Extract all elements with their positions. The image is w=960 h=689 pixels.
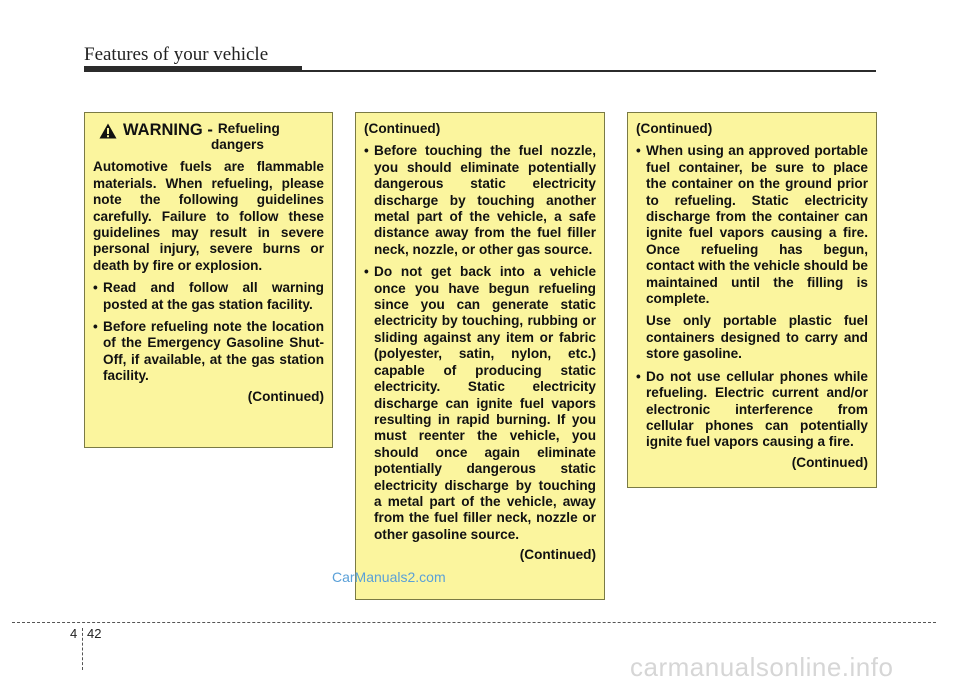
- warning-label: WARNING -: [123, 121, 213, 139]
- bullet-extra-paragraph: Use only portable plastic fuel containers designed to carry and store gasoline.: [646, 313, 868, 362]
- continued-label: (Continued): [791, 454, 868, 470]
- footer-rule: [12, 622, 936, 623]
- list-item: [93, 280, 324, 313]
- bullet-dot: •: [636, 143, 641, 159]
- warning-intro: Automotive fuels are flammable materials. When refueling, please note the following guidelines carefully. Failure to follow these guidelines may result in severe personal injury, severe burns or death by fire or explosion.: [93, 159, 324, 273]
- bullet-text: Before refueling note the location of the Emergency Gasoline Shut-Off, if available, at the gas station facility.: [103, 319, 324, 384]
- warning-box-refueling: [84, 112, 333, 448]
- list-item: [93, 319, 324, 385]
- list-item: [364, 143, 596, 258]
- list-item: [364, 264, 596, 543]
- continued-heading: (Continued): [636, 121, 713, 136]
- continued-heading: (Continued): [364, 121, 441, 136]
- bullet-dot: •: [364, 143, 369, 159]
- chapter-number: 4: [70, 626, 78, 641]
- page-header-title: Features of your vehicle: [84, 44, 269, 65]
- bullet-dot: •: [364, 264, 369, 280]
- list-item: [636, 143, 868, 307]
- warning-topic-line1: Refueling: [217, 121, 280, 136]
- watermark-link[interactable]: CarManuals2.com: [332, 569, 446, 585]
- warning-box-continued-2: [627, 112, 877, 488]
- warning-topic-line2: dangers: [211, 137, 264, 152]
- bullet-dot: •: [636, 368, 641, 384]
- bullet-text: When using an approved portable fuel container, be sure to place the container on the ground prior to refueling. Static electricity discharge from the container can ignite fuel vapors causing a fire. Once refueling has begun, contact with the vehicle should be maintained until the filling is complete.: [646, 143, 868, 307]
- bullet-text: Do not use cellular phones while refueling. Electric current and/or electronic interference from cellular phones can potentially ignite fuel vapors causing a fire.: [646, 368, 868, 450]
- bullet-text: Do not get back into a vehicle once you have begun refueling since you can generate static electricity by touching, rubbing or sliding against any item or fabric (polyester, satin, nylon, etc.) capable of producing static electricity. Static electricity discharge can ignite fuel vapors resulting in rapid burning. If you must reenter the vehicle, you should once again eliminate potentially dangerous static electricity discharge by touching a metal part of the vehicle, away from the fuel filler neck, nozzle or other gasoline source.: [374, 264, 596, 542]
- warning-box-continued-1: [355, 112, 605, 600]
- bullet-text: Read and follow all warning posted at the gas station facility.: [103, 280, 324, 312]
- list-item: [636, 369, 868, 451]
- header-rule-thick: [84, 66, 302, 72]
- site-watermark: carmanualsonline.info: [630, 652, 894, 682]
- warning-triangle-icon: [99, 123, 117, 139]
- continued-label: (Continued): [519, 547, 596, 563]
- bullet-dot: •: [93, 319, 98, 335]
- continued-label: (Continued): [247, 388, 324, 404]
- header-rule-thin: [302, 70, 876, 72]
- bullet-dot: •: [93, 280, 98, 296]
- bullet-text: Before touching the fuel nozzle, you should eliminate potentially dangerous static electricity discharge by touching another metal part of the vehicle, a safe distance away from the fuel filler neck, nozzle, or other gas source.: [374, 143, 596, 257]
- page-number: 42: [87, 626, 102, 641]
- footer-vertical-rule: [82, 628, 83, 670]
